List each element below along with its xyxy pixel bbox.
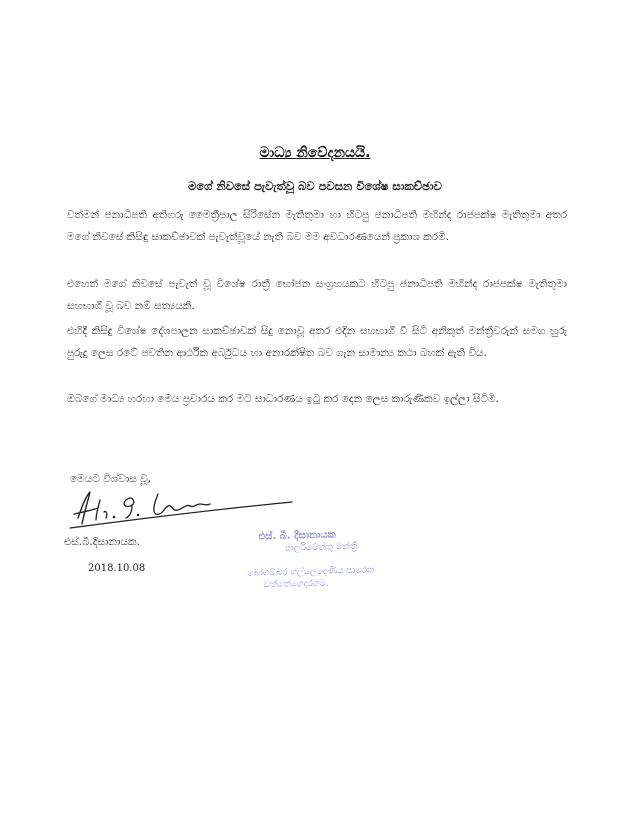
stamp-line-4: බෝගම්බර ගල්ලෙදෙණිය පාරෙන — [247, 565, 375, 579]
document-subtitle: මගේ නිවසේ පැවැත්වූ බව පවසන විශේෂ සාකච්ඡාව — [188, 179, 442, 193]
official-stamp — [246, 522, 378, 593]
paragraph-4: ඔබගේ මාධ්‍ය හරහා මෙය ප්‍රචාරය කර මට සාධාරණය ඉටු කර දෙන ලෙස කාරුණිකව ඉල්ලා සිටිමි. — [67, 393, 499, 405]
stamp-line-1: එස්. බී. දිසානායක — [258, 529, 336, 543]
paragraph-2: එහෙත් මගේ නිවසේ පැවැත් වූ විශේෂ රාත්‍රී භෝජන සංග්‍රහයකට හිටපු ජනාධිපති මහින්ද රාජපක්ෂ මැතිතුමා සහභාගී වූ බව නම් සත්‍යයකි. — [67, 278, 567, 312]
document-title: මාධ්‍ය නිවේදනයයි. — [259, 145, 371, 161]
closing-line: මෙයට විශ්වාස වූ, — [70, 473, 151, 485]
paragraph-1: වත්මන් ජනාධිපති අතිගරු මෛත්‍රීපාල සිරිසේන මැතිතුමා හා හිටපු ජනාධිපති මහින්ද රාජපක්ෂ මැතිතුමා අතර මගේ නිවසේ කිසිඳු සාකච්ඡාවක් පැවැත්වූයේ නැති බව මම අවධාරණයෙන් ප්‍රකාශ කරමි. — [67, 209, 567, 243]
signer-name: එස්.බී.දිසානායක. — [64, 536, 140, 548]
stamp-line-2: පාර්ලිමේන්තු මන්ත්‍රී — [284, 541, 358, 554]
document-date: 2018.10.08 — [88, 563, 146, 574]
stamp-line-5: වත්තේගෙදරගම. — [263, 578, 329, 591]
paragraph-3: එහිදී කිසිදු විශේෂ දේශපාලන සාකච්ඡාවක් සිදු නොවූ අතර එදින සහභාගී වී සිටි අනිකුත් මන්ත්‍රීවරුන් සමග හුරු පුරුදු ලෙස රටේ පවතින ආර්ථික අර්බුධය හා අනාරක්ෂිත බව ගැන සාමාන්‍ය කථා බහක් ඇති විය. — [67, 325, 567, 359]
